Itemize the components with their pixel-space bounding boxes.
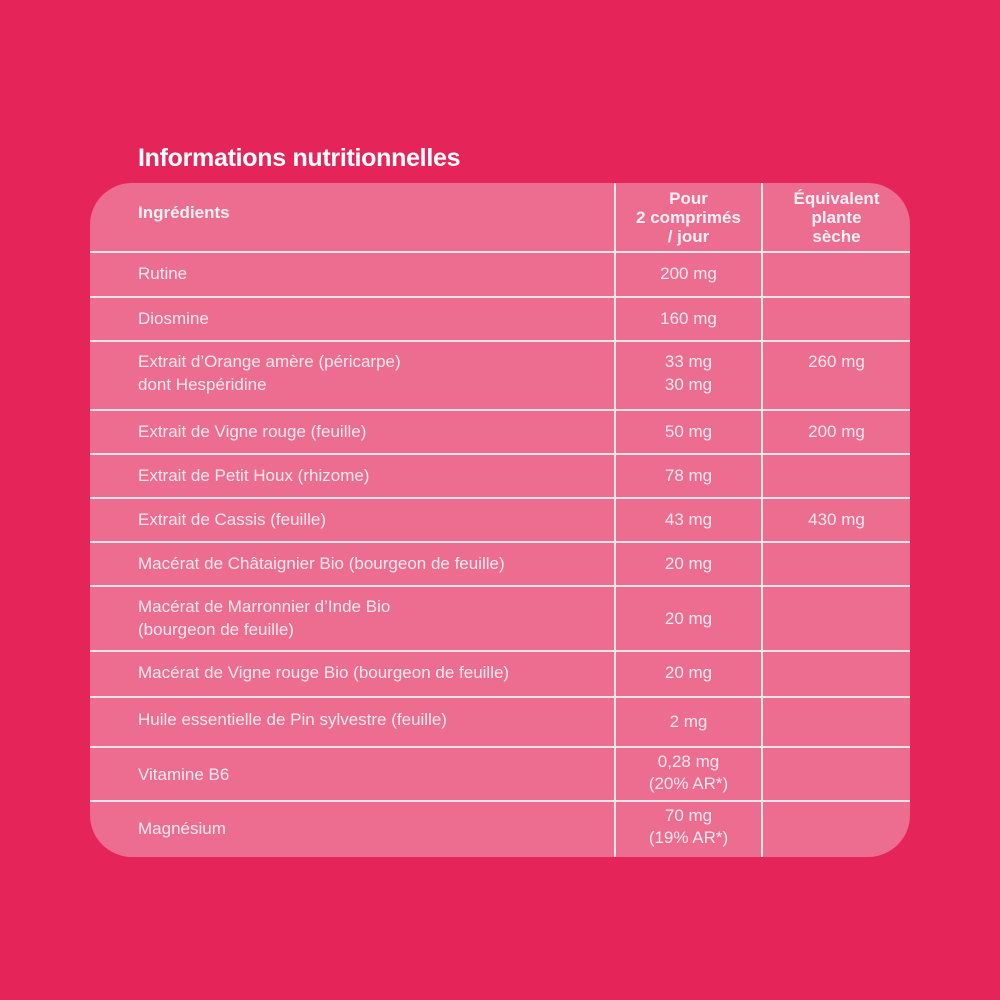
dry-plant-cell [762,454,910,498]
per-day-cell: 43 mg [615,498,762,542]
dry-plant-cell [762,297,910,341]
per-day-cell: 20 mg [615,586,762,651]
dry-plant-cell: 200 mg [762,410,910,454]
per-day-cell: 20 mg [615,651,762,697]
table-row [90,297,910,341]
per-day-cell: 33 mg 30 mg [615,341,762,410]
table-row [90,341,910,410]
table-row [90,498,910,542]
dry-plant-cell: 430 mg [762,498,910,542]
table-row [90,747,910,801]
dry-plant-cell [762,542,910,586]
table-row [90,801,910,857]
ingredient-cell: Vitamine B6 [90,747,615,801]
ingredient-cell: Diosmine [90,297,615,341]
per-day-cell: 70 mg (19% AR*) [615,801,762,857]
dry-plant-cell [762,586,910,651]
nutrition-table-container [90,183,910,857]
per-day-cell: 50 mg [615,410,762,454]
table-row [90,410,910,454]
dry-plant-cell [762,801,910,857]
ingredient-cell: Huile essentielle de Pin sylvestre (feuille) [90,697,615,747]
ingredient-cell: Macérat de Marronnier d’Inde Bio (bourgeon de feuille) [90,586,615,651]
dry-plant-cell [762,651,910,697]
table-header-row [90,183,910,252]
header-per-day: Pour 2 comprimés / jour [615,183,762,252]
nutrition-table [90,183,910,857]
per-day-cell: 78 mg [615,454,762,498]
dry-plant-cell [762,252,910,297]
table-row [90,252,910,297]
header-dry-plant-equivalent: Équivalent plante sèche [762,183,910,252]
table-row [90,586,910,651]
table-row [90,454,910,498]
table-row [90,651,910,697]
dry-plant-cell [762,697,910,747]
per-day-cell: 0,28 mg (20% AR*) [615,747,762,801]
ingredient-cell: Extrait de Cassis (feuille) [90,498,615,542]
header-ingredients: Ingrédients [90,183,615,252]
table-row [90,542,910,586]
ingredient-cell: Magnésium [138,819,226,838]
ingredient-cell: Macérat de Châtaignier Bio (bourgeon de feuille) [90,542,615,586]
ingredient-cell: Extrait d’Orange amère (péricarpe) dont Hespéridine [90,341,615,410]
ingredient-cell: Extrait de Vigne rouge (feuille) [90,410,615,454]
per-day-cell: 20 mg [615,542,762,586]
dry-plant-cell: 260 mg [762,341,910,410]
page-title: Informations nutritionnelles [138,144,461,172]
ingredient-cell: Extrait de Petit Houx (rhizome) [90,454,615,498]
dry-plant-cell [762,747,910,801]
ingredient-cell: Rutine [90,252,615,297]
per-day-cell: 160 mg [615,297,762,341]
table-row [90,697,910,747]
ingredient-cell: Macérat de Vigne rouge Bio (bourgeon de feuille) [90,651,615,697]
per-day-cell: 200 mg [615,252,762,297]
per-day-cell: 2 mg [615,697,762,747]
